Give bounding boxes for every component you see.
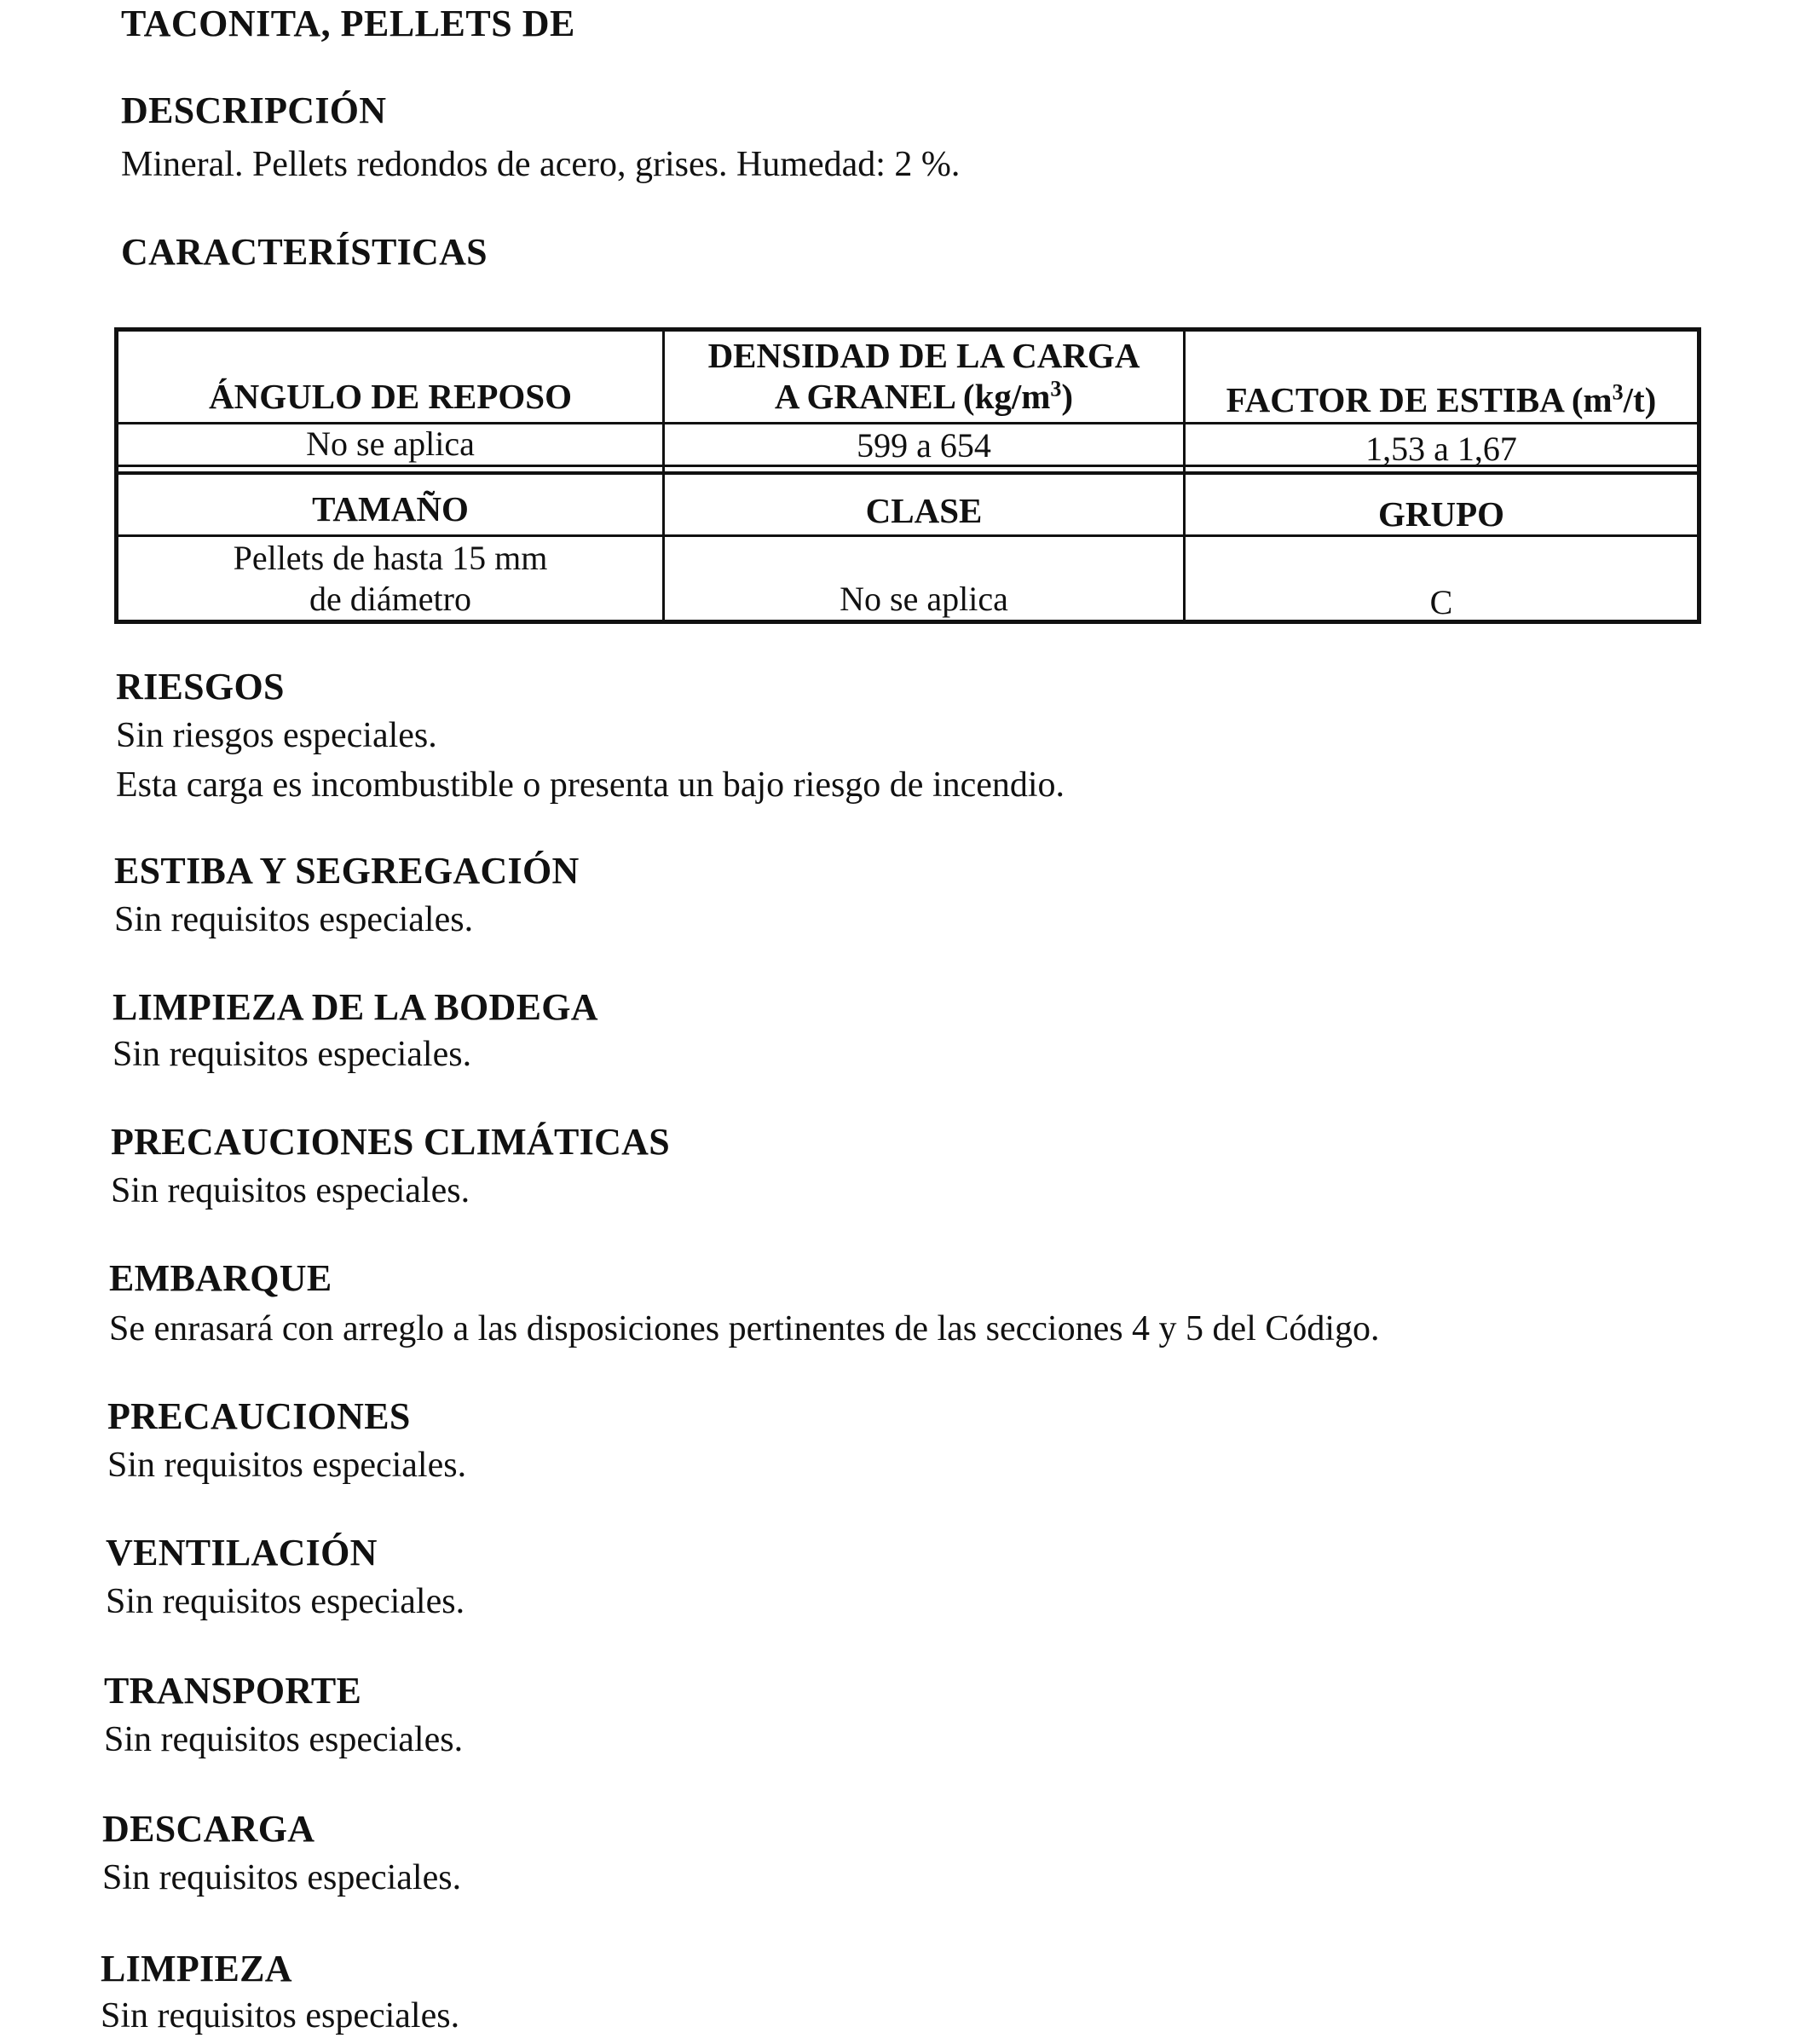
header-angulo-reposo: ÁNGULO DE REPOSO — [209, 377, 572, 416]
limpieza-heading: LIMPIEZA — [101, 1948, 292, 1989]
header-grupo: GRUPO — [1377, 494, 1505, 534]
value-grupo: C — [1429, 583, 1453, 621]
value-factor-estiba: 1,53 a 1,67 — [1365, 430, 1517, 468]
precauciones-climaticas-heading: PRECAUCIONES CLIMÁTICAS — [111, 1121, 670, 1163]
limpieza-text: Sin requisitos especiales. — [101, 1996, 460, 2035]
embarque-text: Se enrasará con arreglo a las disposiciones pertinentes de las secciones 4 y 5 del Código. — [109, 1309, 1380, 1348]
value-tamano-line2: de diámetro — [309, 580, 471, 618]
header-factor-sup: 3 — [1612, 379, 1624, 405]
header-densidad-line1: DENSIDAD DE LA CARGA — [707, 336, 1140, 375]
header-factor-estiba — [1186, 379, 1697, 420]
value-clase: No se aplica — [840, 580, 1008, 618]
header-factor-end: /t) — [1623, 380, 1657, 419]
riesgos-heading: RIESGOS — [116, 666, 285, 707]
descarga-text: Sin requisitos especiales. — [102, 1858, 462, 1897]
transporte-text: Sin requisitos especiales. — [104, 1720, 464, 1759]
limpieza-bodega-text: Sin requisitos especiales. — [113, 1035, 472, 1074]
header-densidad-sup: 3 — [1050, 376, 1062, 401]
descarga-heading: DESCARGA — [102, 1808, 315, 1850]
descripcion-heading: DESCRIPCIÓN — [121, 89, 387, 131]
caracteristicas-heading: CARACTERÍSTICAS — [121, 231, 488, 273]
ventilacion-heading: VENTILACIÓN — [106, 1532, 378, 1573]
header-densidad — [665, 335, 1183, 417]
table-divider — [118, 534, 1697, 537]
value-angulo-reposo: No se aplica — [306, 424, 475, 463]
precauciones-text: Sin requisitos especiales. — [107, 1446, 467, 1485]
value-densidad: 599 a 654 — [857, 426, 991, 465]
descripcion-text: Mineral. Pellets redondos de acero, grises. Humedad: 2 %. — [121, 145, 961, 184]
header-tamano: TAMAÑO — [312, 489, 469, 528]
header-densidad-line2 — [665, 376, 1183, 417]
value-tamano — [118, 538, 662, 620]
header-densidad-end: ) — [1061, 377, 1074, 416]
transporte-heading: TRANSPORTE — [104, 1670, 362, 1712]
characteristics-table — [114, 327, 1701, 624]
header-densidad-text: A GRANEL (kg/m — [774, 377, 1051, 416]
table-divider — [1183, 332, 1186, 620]
document-title: TACONITA, PELLETS DE — [121, 3, 575, 44]
riesgos-line2: Esta carga es incombustible o presenta un bajo riesgo de incendio. — [116, 765, 1065, 805]
embarque-heading: EMBARQUE — [109, 1257, 332, 1299]
precauciones-heading: PRECAUCIONES — [107, 1395, 411, 1437]
ventilacion-text: Sin requisitos especiales. — [106, 1582, 465, 1621]
estiba-text: Sin requisitos especiales. — [114, 900, 474, 939]
estiba-heading: ESTIBA Y SEGREGACIÓN — [114, 850, 580, 892]
header-clase: CLASE — [865, 491, 983, 530]
limpieza-bodega-heading: LIMPIEZA DE LA BODEGA — [113, 986, 598, 1028]
riesgos-line1: Sin riesgos especiales. — [116, 716, 437, 755]
header-factor-text: FACTOR DE ESTIBA (m — [1226, 380, 1613, 419]
precauciones-climaticas-text: Sin requisitos especiales. — [111, 1171, 470, 1210]
value-tamano-line1: Pellets de hasta 15 mm — [233, 539, 548, 577]
